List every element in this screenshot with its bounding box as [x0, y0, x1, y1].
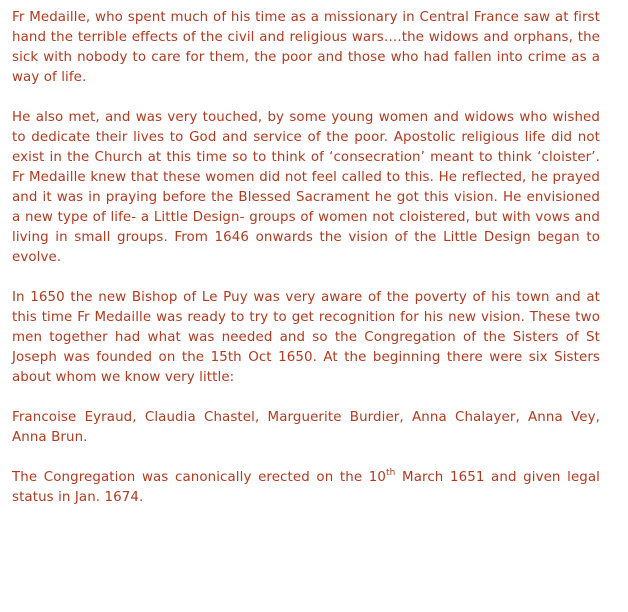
paragraph-little-design: He also met, and was very touched, by some young women and widows who wished to dedicate their lives to God and service of the poor. Apostolic religious life did not exist in the Church at this time so to think of ‘consecration’ meant to think ‘cloister’. Fr Medaille knew that these women did not feel called to this. He reflected, he prayed and it was in praying before the Blessed Sacrament he got this vision. He envisioned a new type of life- a Little Design- groups of women not cloistered, but with vows and living in small groups. From 1646 onwards the vision of the Little Design began to evolve. — [12, 110, 600, 265]
paragraph-canonical-erection — [12, 468, 600, 508]
paragraph-missionary-work: Fr Medaille, who spent much of his time as a missionary in Central France saw at first hand the terrible effects of the civil and religious wars….the widows and orphans, the sick with nobody to care for them, the poor and those who had fallen into crime as a way of life. — [12, 10, 600, 85]
canonical-text-after: March 1651 and given legal status in Jan. 1674. — [12, 470, 601, 505]
paragraph-founding: In 1650 the new Bishop of Le Puy was very aware of the poverty of his town and at this time Fr Medaille was ready to try to get recognition for his new vision. These two men together had what was needed and so the Congregation of the Sisters of St Joseph was founded on the 15th Oct 1650. At the beginning there were six Sisters about whom we know very little: — [12, 290, 600, 385]
ordinal-superscript: th — [386, 467, 396, 478]
paragraph-first-sisters: Francoise Eyraud, Claudia Chastel, Marguerite Burdier, Anna Chalayer, Anna Vey, Anna Brun. — [12, 410, 600, 445]
document-body — [12, 8, 600, 528]
canonical-text-before: The Congregation was canonically erected on the 10 — [12, 470, 387, 485]
